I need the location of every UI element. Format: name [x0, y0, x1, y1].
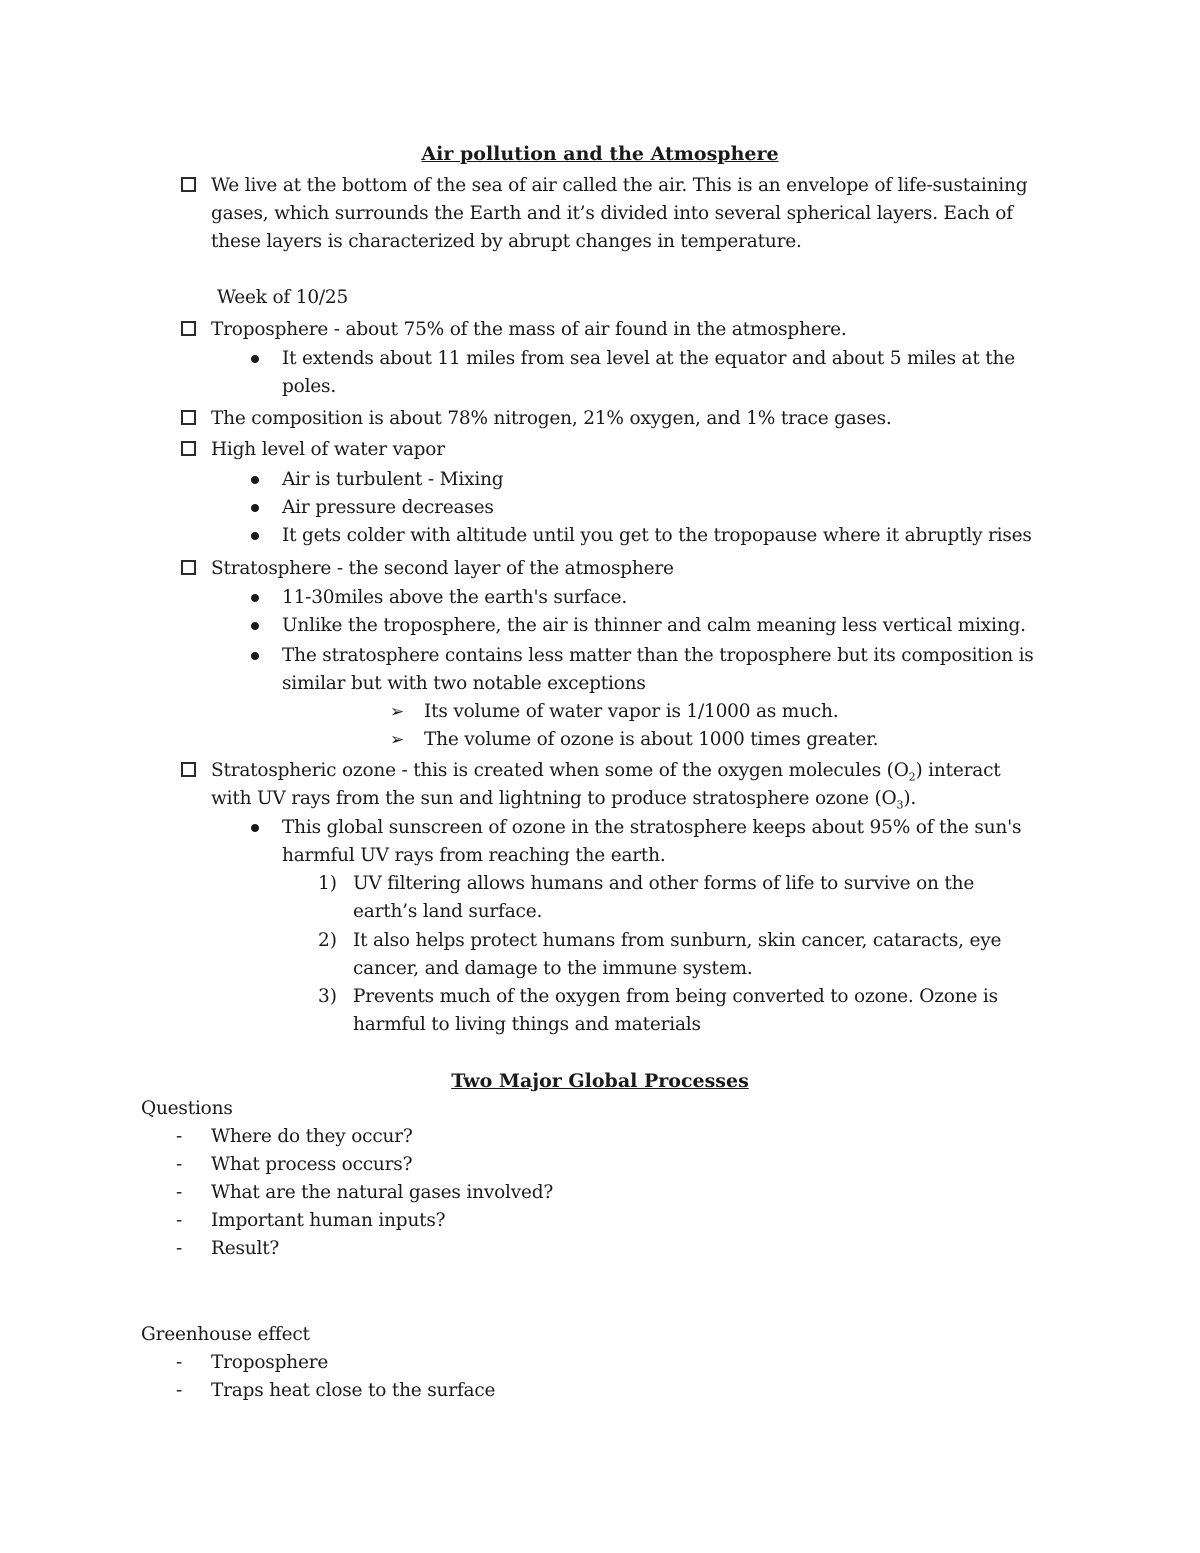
bullet-icon	[251, 622, 259, 630]
numbered-item: cancer, and damage to the immune system.	[353, 958, 753, 979]
numbered-item: Prevents much of the oxygen from being converted to ozone. Ozone is	[353, 986, 998, 1007]
bullet-icon	[251, 652, 259, 660]
checkbox-icon	[181, 560, 196, 575]
bullet-icon	[251, 504, 259, 512]
troposphere-bullet: It extends about 11 miles from sea level at the equator and about 5 miles at the	[282, 348, 1015, 369]
ozone-text: with UV rays from the sun and lightning to produce stratosphere ozone (O	[211, 788, 897, 809]
bullet-icon	[251, 476, 259, 484]
arrow-bullet-icon: ➢	[390, 702, 405, 722]
numbered-item: UV filtering allows humans and other forms of life to survive on the	[353, 873, 975, 894]
water-vapor-bullet: Air pressure decreases	[282, 497, 494, 518]
ozone-line	[211, 757, 1000, 785]
checkbox-icon	[181, 321, 196, 336]
water-vapor-title: High level of water vapor	[211, 439, 445, 460]
greenhouse-item: Traps heat close to the surface	[211, 1380, 496, 1401]
dash-bullet: -	[176, 1126, 183, 1147]
bullet-icon	[251, 824, 259, 832]
numbered-item: earth’s land surface.	[353, 901, 543, 922]
greenhouse-label: Greenhouse effect	[141, 1324, 310, 1345]
greenhouse-item: Troposphere	[211, 1352, 329, 1373]
numbered-item: harmful to living things and materials	[353, 1014, 701, 1035]
arrow-bullet-icon: ➢	[390, 730, 405, 750]
ozone-bullet: harmful UV rays from reaching the earth.	[282, 845, 666, 866]
stratosphere-exception: The volume of ozone is about 1000 times greater.	[424, 729, 879, 750]
question-item: What process occurs?	[211, 1154, 413, 1175]
troposphere-bullet: poles.	[282, 376, 337, 397]
ozone-text: ).	[903, 788, 917, 809]
question-item: Result?	[211, 1238, 280, 1259]
list-number: 3)	[318, 986, 337, 1007]
troposphere-title: Troposphere - about 75% of the mass of air found in the atmosphere.	[211, 319, 847, 340]
bullet-icon	[251, 355, 259, 363]
checkbox-icon	[181, 762, 196, 777]
ozone-line	[211, 785, 916, 813]
section-title: Two Major Global Processes	[451, 1070, 749, 1092]
week-label: Week of 10/25	[217, 287, 349, 308]
dash-bullet: -	[176, 1154, 183, 1175]
checkbox-icon	[181, 177, 196, 192]
intro-line: these layers is characterized by abrupt changes in temperature.	[211, 231, 802, 252]
dash-bullet: -	[176, 1238, 183, 1259]
composition-text: The composition is about 78% nitrogen, 21% oxygen, and 1% trace gases.	[211, 408, 892, 429]
ozone-subscript: 2	[908, 770, 916, 784]
question-item: What are the natural gases involved?	[211, 1182, 554, 1203]
questions-label: Questions	[141, 1098, 233, 1119]
checkbox-icon	[181, 410, 196, 425]
bullet-icon	[251, 532, 259, 540]
bullet-icon	[251, 594, 259, 602]
question-item: Important human inputs?	[211, 1210, 446, 1231]
checkbox-icon	[181, 441, 196, 456]
list-number: 1)	[318, 873, 337, 894]
question-item: Where do they occur?	[211, 1126, 413, 1147]
ozone-text: Stratospheric ozone - this is created when some of the oxygen molecules (O	[211, 760, 909, 781]
dash-bullet: -	[176, 1182, 183, 1203]
stratosphere-bullet: Unlike the troposphere, the air is thinner and calm meaning less vertical mixing.	[282, 615, 1026, 636]
page-title: Air pollution and the Atmosphere	[421, 143, 779, 165]
stratosphere-bullet: The stratosphere contains less matter than the troposphere but its composition is	[282, 645, 1034, 666]
ozone-bullet: This global sunscreen of ozone in the stratosphere keeps about 95% of the sun's	[282, 817, 1022, 838]
dash-bullet: -	[176, 1380, 183, 1401]
stratosphere-exception: Its volume of water vapor is 1/1000 as much.	[424, 701, 839, 722]
stratosphere-bullet: similar but with two notable exceptions	[282, 673, 646, 694]
ozone-text: ) interact	[915, 760, 1001, 781]
ozone-subscript: 3	[896, 798, 904, 812]
stratosphere-title: Stratosphere - the second layer of the atmosphere	[211, 558, 674, 579]
intro-line: gases, which surrounds the Earth and it’s divided into several spherical layers. Each of	[211, 203, 1013, 224]
water-vapor-bullet: It gets colder with altitude until you get to the tropopause where it abruptly rises	[282, 525, 1032, 546]
stratosphere-bullet: 11-30miles above the earth's surface.	[282, 587, 628, 608]
list-number: 2)	[318, 930, 337, 951]
numbered-item: It also helps protect humans from sunburn, skin cancer, cataracts, eye	[353, 930, 1002, 951]
intro-line: We live at the bottom of the sea of air called the air. This is an envelope of life-sustaining	[211, 175, 1028, 196]
dash-bullet: -	[176, 1352, 183, 1373]
dash-bullet: -	[176, 1210, 183, 1231]
water-vapor-bullet: Air is turbulent - Mixing	[282, 469, 504, 490]
